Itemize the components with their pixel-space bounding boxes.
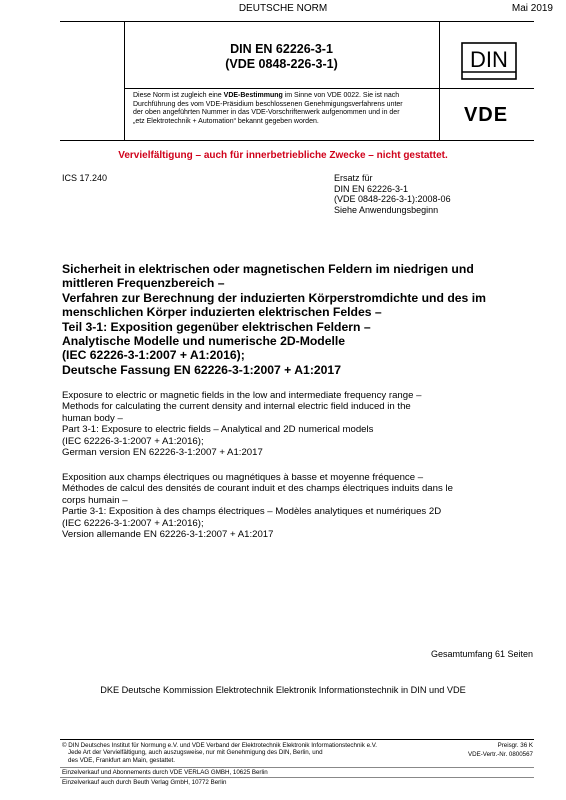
norm-type-label: DEUTSCHE NORM [238,3,328,14]
title-german-line: Teil 3-1: Exposition gegenüber elektrischen Feldern – [62,319,371,334]
title-french-line: corps humain – [62,494,128,506]
box-left-rule [124,21,125,140]
title-english-line: human body – [62,412,123,424]
title-english-line: (IEC 62226-3-1:2007 + A1:2016); [62,435,204,447]
copyright-line-2: Jede Art der Vervielfältigung, auch auszugsweise, nur mit Genehmigung des DIN, Berlin, und [68,749,323,757]
title-french-line: Méthodes de calcul des densités de courant induit et des champs électriques induits dans le [62,483,453,495]
title-german-line: menschlichen Körper induzierten elektrischen Feldes – [62,305,382,320]
replacement-line-2: DIN EN 62226-3-1 [334,183,409,194]
title-german-line: mittleren Frequenzbereich – [62,276,225,291]
title-german-line: Deutsche Fassung EN 62226-3-1:2007 + A1:2017 [62,362,341,377]
footer-rule-3 [60,777,534,778]
replacement-line-4: Siehe Anwendungsbeginn [334,204,439,215]
price-group: Preisgr. 36 K [497,742,533,749]
publication-date: Mai 2019 [511,3,553,14]
reproduction-warning: Vervielfältigung – auch für innerbetriebliche Zwecke – nicht gestattet. [118,150,448,161]
title-french-line: Partie 3-1: Exposition à des champs électriques – Modèles analytiques et numériques 2D [62,506,442,518]
footer-rule-2 [60,767,534,768]
title-french [62,472,542,540]
title-english-line: Methods for calculating the current density and internal electric field induced in the [62,401,411,413]
vde-notice-line-1: Diese Norm ist zugleich eine VDE-Bestimmung im Sinne von VDE 0022. Sie ist nach [133,92,400,99]
title-english-line: Part 3-1: Exposure to electric fields – Analytical and 2D numerical models [62,424,374,436]
vde-notice-line-3: der oben angeführten Nummer in das VDE-Vorschriftenwerk aufgenommen und in der [133,109,400,117]
sales-line-1: Einzelverkauf und Abonnements durch VDE VERLAG GMBH, 10625 Berlin [62,769,268,776]
title-english-line: German version EN 62226-3-1:2007 + A1:2017 [62,447,263,459]
header-rule [60,21,534,22]
vde-order-number: VDE-Vertr.-Nr. 0800567 [468,751,533,759]
din-logo-text: DIN [470,47,508,72]
price-info [468,742,533,759]
replacement-info [334,173,534,215]
box-right-rule [439,21,440,140]
title-german-line: Sicherheit in elektrischen oder magnetischen Feldern im niedrigen und [62,262,474,276]
ics-code: ICS 17.240 [62,173,108,183]
title-french-line: (IEC 62226-3-1:2007 + A1:2016); [62,517,204,529]
vde-notice-line-4: „etz Elektrotechnik + Automation“ bekannt gegeben worden. [133,117,319,125]
footer-rule [60,739,534,740]
vde-notice [133,92,433,126]
standard-number-block [124,42,439,72]
copyright-line-1: © DIN Deutsches Institut für Normung e.V. und VDE Verband der Elektrotechnik Elektronik Informationstechnik e.V. [62,742,378,749]
title-english [62,390,542,458]
title-german-line: (IEC 62226-3-1:2007 + A1:2016); [62,348,245,363]
vde-logo-icon [452,104,520,124]
box-bottom-rule [60,140,534,141]
vde-number: (VDE 0848-226-3-1) [225,57,338,71]
title-french-line: Exposition aux champs électriques ou magnétiques à basse et moyenne fréquence – [62,472,424,483]
box-middle-rule [124,88,534,89]
copyright-line-3: des VDE, Frankfurt am Main, gestattet. [68,756,175,764]
sales-line-2: Einzelverkauf auch durch Beuth Verlag GmbH, 10772 Berlin [62,779,227,786]
standard-number: DIN EN 62226-3-1 [230,42,333,56]
title-french-line: Version allemande EN 62226-3-1:2007 + A1:2017 [62,529,274,541]
vde-logo-text: VDE [463,104,509,124]
committee-name: DKE Deutsche Kommission Elektrotechnik Elektronik Informationstechnik in DIN und VDE [100,685,466,695]
total-pages: Gesamtumfang 61 Seiten [430,649,533,659]
title-german-line: Analytische Modelle und numerische 2D-Modelle [62,334,346,349]
title-german [62,262,542,377]
copyright-notice [62,742,422,764]
replacement-line-3: (VDE 0848-226-3-1):2008-06 [334,194,451,205]
replacement-line-1: Ersatz für [334,173,373,183]
vde-notice-line-2: Durchführung des vom VDE-Präsidium beschlossenen Genehmigungsverfahrens unter [133,100,403,108]
title-english-line: Exposure to electric or magnetic fields in the low and intermediate frequency range – [62,390,422,401]
title-german-line: Verfahren zur Berechnung der induzierten Körperstromdichte und des im [62,290,486,305]
din-logo-icon [461,42,517,80]
